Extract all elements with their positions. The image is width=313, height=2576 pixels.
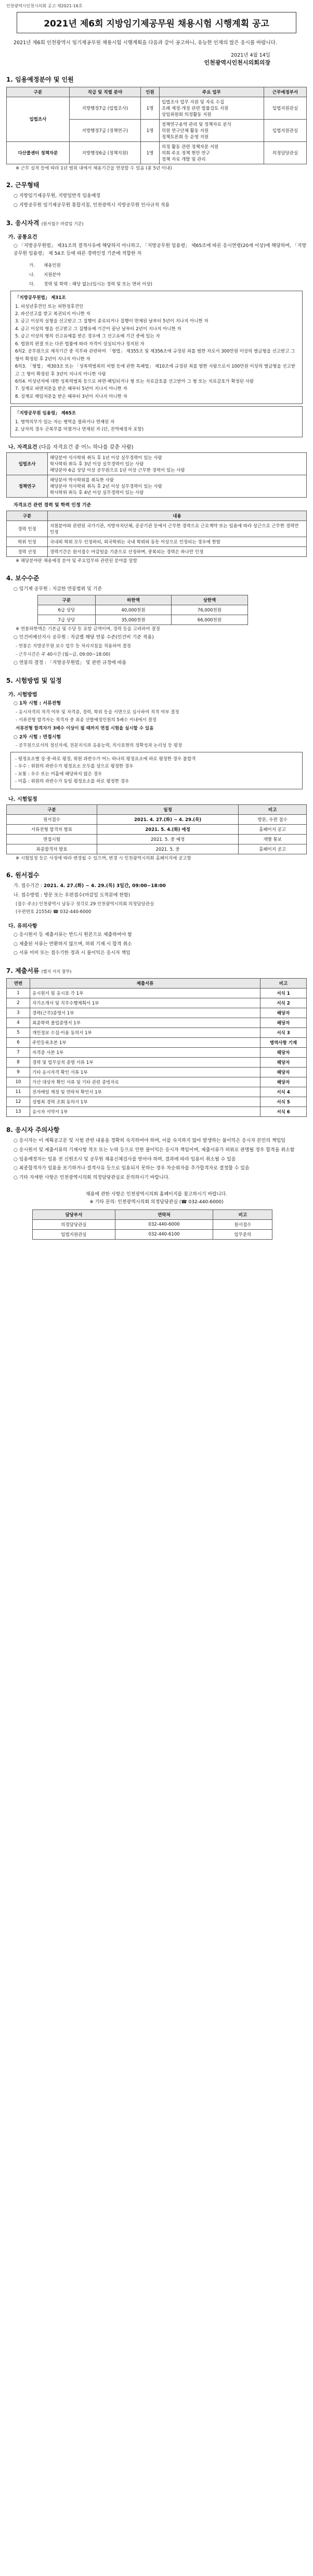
schedule-note: ※ 시험일정 등은 사정에 따라 변경될 수 있으며, 변경 시 인천광역시의회 홈페이지에 공고함 bbox=[16, 855, 191, 861]
table-row: 면접시험 2021. 5. 중 예정 개별 통보 bbox=[7, 834, 307, 844]
table-row: 3 경력(근무)증명서 1부 해당자 bbox=[7, 1008, 307, 1018]
section-7-title: 7. 제출서류 (별지 서식 참부) bbox=[6, 967, 72, 975]
col-duties: 주요 업무 bbox=[159, 87, 264, 97]
section-5-title: 5. 시험방법 및 일정 bbox=[6, 676, 62, 684]
apply-method: 나. 접수방법 : 방문 또는 우편접수(마감일 도착분에 한함) bbox=[14, 892, 131, 898]
section-8-title: 8. 응시자 주의사항 bbox=[6, 1126, 60, 1134]
section-1-title: 1. 임용예정분야 및 인원 bbox=[6, 75, 74, 83]
contact-table: 담당부서 연락처 비고 의정담당관실 032-440-6000 원서접수 입법지원관실 032-440-6100 업무문의 bbox=[32, 1209, 272, 1240]
table-row: 6 주민등록초본 1부 병역사항 기재 bbox=[7, 1038, 307, 1048]
pay-line: ○ 인건비예산지시 공무원 : 직급별 해당 연봉 수준(인건비 기준 적용) bbox=[14, 635, 154, 641]
table-row: 입법조사 지방행정7급 (입법조사) 1명 입법조사 업무 지원 및 자료 수집 조례 제정·개정 관련 법률검토 지원 상임위원회 의정활동 지원 입법지원관실 bbox=[7, 97, 307, 119]
table-row: 학위 인정 국내외 학위 모두 인정하되, 외국학위는 국내 학위와 동등 이상으로 인정되는 경우에 한함 bbox=[7, 537, 307, 547]
section-3-title: 3. 응시자격 (원서접수 마감일 기준) bbox=[6, 219, 84, 227]
apply-address-2: (우편번호 21554) ☎ 032-440-6000 bbox=[16, 909, 92, 915]
signoff: 채용에 관한 사항은 인천광역시의회 홈페이지를 참고하시기 바랍니다. ※ 기타 문의: 인천광역시의회 의정담당관실 (☎ 032-440-6000) bbox=[85, 1191, 228, 1205]
table-row: 서류전형 합격자 발표 2021. 5. 4.(화) 예정 홈페이지 공고 bbox=[7, 824, 307, 834]
table-row: 2 자기소개서 및 직무수행계획서 1부 서식 2 bbox=[7, 998, 307, 1008]
table-row: 7 자격증 사본 1부 해당자 bbox=[7, 1048, 307, 1058]
edu-criteria-note: ※ 해당분야란 채용예정 분야 및 주요업무와 관련된 분야를 말함 bbox=[16, 558, 138, 564]
pay-table: 구분 하한액 상한액 6급 상당 40,000천원 76,000천원 7급 상당 35,000천원 66,000천원 bbox=[37, 595, 248, 625]
common-req-title: 가. 공통요건 bbox=[8, 234, 37, 240]
col-count: 인원 bbox=[141, 87, 160, 97]
notice-signer: 인천광역시인천시의회의장 bbox=[204, 59, 270, 66]
military-box: 「지방공무원 임용령」 제65조 1. 병역의무가 있는 자는 병역을 필하거나 면제된 자 2. 남자의 경우 군복무를 마쳤거나 면제된 자 (단, 전역예정자 포함) bbox=[10, 406, 303, 437]
schedule-table: 구분 일정 비고 원서접수 2021. 4. 27.(화) ~ 4. 29.(목) 방문, 우편 접수 서류전형 합격자 발표 2021. 5. 4.(화) 예정 홈페이지 공고 면접시험 2021. 5. 중 예정 개별 통보 최종합격자 발표 2021. 5. 중 홈페이지 공고 bbox=[6, 804, 307, 854]
table-row: 12 성범죄 경력 조회 동의서 1부 서식 5 bbox=[7, 1097, 307, 1107]
table-row: 6급 상당 40,000천원 76,000천원 bbox=[38, 605, 248, 615]
page-title: 2021년 제6회 지방임기제공무원 채용시험 시행계획 공고 bbox=[17, 12, 296, 33]
pay-note: ※ 연봉하한액은 기본급 및 수당 등 포함 금액이며, 경력 등을 고려하여 결정 bbox=[16, 626, 160, 632]
stage1-title: ○ 1차 시험 : 서류전형 bbox=[14, 700, 61, 706]
common-req-text: ○ 「지방공무원법」 제31조의 결격사유에 해당하지 아니하고, 「지방공무원 임용령」 제65조에 따른 응시연령(20세 이상)에 해당하며, 「지방공무원 임용령」 제 54조 등에 따른 경력인정 기준에 적합한 자 bbox=[14, 243, 307, 257]
col-group: 구분 bbox=[7, 87, 70, 97]
definition-table: 가. 채용인원 나. 지원분야 다. 경력 및 학력 : 해당 없는(임시는 경력 및 또는 면허 이상) bbox=[29, 263, 152, 288]
work-type-line: ○ 지방임기제공무원, 지방일반직 임용예정 bbox=[14, 193, 101, 199]
stage2-title: ○ 2차 시험 : 면접시험 bbox=[14, 734, 61, 740]
work-type-line: ○ 지방공무원 임기제공무원 통합지침, 인천광역시 지방공무원 인사규칙 적용 bbox=[14, 202, 170, 208]
qualification-table bbox=[6, 452, 307, 498]
edu-criteria-title: 자격요건 관련 경력 및 학력 인정 기준 bbox=[14, 502, 92, 508]
table-row: 정책연구 해당분야 박사학위를 취득한 사람 해당분야 석사학위 취득 후 2년 이상 실무경력이 있는 사람 학사학위 취득 후 4년 이상 실무경력이 있는 사람 bbox=[7, 475, 307, 497]
documents-table: 연번 제출서류 비고 1 응시원서 및 응시표 각 1부 서식 1 2 자기소개서 및 직무수행계획서 1부 서식 2 3 경력(근무)증명서 1부 해당자 4 최종학력 졸업증명서 1부 해당자 5 개인정보 수집·이용 동의서 1부 서식 3 6 주민등록초본 1부 병역사항 기재 7 자격증 사본 1부 해당자 8 경력 및 업무실적 증명 서류 1부 해당자 9 기타 응시자격 확인 서류 1부 해당자 10 가산 대상자 확인 서류 및 기타 관련 증빙자료 해당자 11 전자메일 계정 및 연락처 확인서 1부 서식 4 12 성범죄 경력 조회 동의서 1부 서식 5 13 응시자 서약서 1부 서식 6 bbox=[6, 978, 307, 1117]
table-row: 다산콜센터 정책자문 지방행정6급 (정책지원) 1명 의정 활동 관련 정책자문 지원 의회 주요 정책 현안 연구 정책 자료 개발 및 관리 의정담당관실 bbox=[7, 141, 307, 164]
table-row: 8 경력 및 업무실적 증명 서류 1부 해당자 bbox=[7, 1058, 307, 1068]
table-row: 입법지원관실 032-440-6100 업무문의 bbox=[33, 1230, 272, 1240]
table-row: 4 최종학력 졸업증명서 1부 해당자 bbox=[7, 1018, 307, 1028]
table-row: 9 기타 응시자격 확인 서류 1부 해당자 bbox=[7, 1068, 307, 1077]
notice-number: 인천광역시인천시의회 공고 제2021-16호 bbox=[6, 4, 83, 8]
notice-date: 2021년 4월 14일 bbox=[231, 52, 270, 58]
section-6-title: 6. 원서접수 bbox=[6, 871, 40, 879]
table-row: 13 응시자 서약서 1부 서식 6 bbox=[7, 1107, 307, 1117]
table-row: 최종합격자 발표 2021. 5. 중 홈페이지 공고 bbox=[7, 844, 307, 854]
exam-schedule-title: 나. 시험일정 bbox=[8, 796, 37, 802]
apply-notes-title: 다. 유의사항 bbox=[8, 923, 37, 929]
table-row: 1 응시원서 및 응시표 각 1부 서식 1 bbox=[7, 988, 307, 998]
table-row: 11 전자메일 계정 및 연락처 확인서 1부 서식 4 bbox=[7, 1087, 307, 1097]
notice-page: 인천광역시인천시의회 공고 제2021-16호 2021년 제6회 지방임기제공무원 채용시험 시행계획 공고 2021년 제6회 인천광역시 임기제공무원 채용시험 시행계획을 다음과 같이 공고하니, 유능한 인재의 많은 응시를 바랍니다. 2021년 4월 14일 인천광역시인천시의회의장 1. 임용예정분야 및 인원 구분 직급 및 직렬 분야 인원 주요 업무 근무예정부서 입법조사 지방행정7급 (입법조사) 1명 입법조사 업무 지원 및 자료 수집 조례 제정·개정 관련 법률검토 지원 상임위원회 의정활동 지원 입법지원관실 지방행정7급 (정책연구) 1명 정책연구용역 관리 및 정책자료 분석 의원 연구단체 활동 지원 정책토론회 등 운영 지원 입법지원관실 다산콜센터 정책자문 지방행정6급 (정책지원) 1명 의정 활동 관련 정책자문 지원 의회 주요 정책 현안 연구 정책 자료 개발 및 관리 의정담당관실 ※ 근무 실적 등에 따라 1년 범위 내에서 채용기간을 연장할 수 있음 (총 5년 이내) 2. 근무형태 ○ 지방임기제공무원, 지방일반직 임용예정 ○ 지방공무원 임기제공무원 통합지침, 인천광역시 지방공무원 인사규칙 적용 3. 응시자격 (원서접수 마감일 기준) 가. 공통요건 ○ 「지방공무원법」 제31조의 결격사유에 해당하지 아니하고, 「지방공무원 임용령」 제65조에 따른 응시연령(20세 이상)에 해당하며, 「지방공무원 임용령」 제 54조 등에 따른 경력인정 기준에 적합한 자 가. 채용인원 나. 지원분야 다. 경력 및 학력 : 해당 없는(임시는 경력 및 또는 면허 이상) 「지방공무원법」 제31조 1. 피성년후견인 또는 피한정후견인 2. 파산선고를 받고 복권되지 아니한 자 3. 금고 이상의 실형을 선고받고 그 집행이 종료되거나 집행이 면제된 날부터 5년이 지나지 아니한 자 4. 금고 이상의 형을 선고받고 그 집행유예 기간이 끝난 날부터 2년이 지나지 아니한 자 5. 금고 이상의 형의 선고유예를 받은 경우에 그 선고유예 기간 중에 있는 자 6. 법원의 판결 또는 다른 법률에 따라 자격이 상실되거나 정지된 자 6의2. 공무원으로 재직기간 중 직무와 관련하여 「형법」 제355조 및 제356조에 규정된 죄를 범한 자로서 300만원 이상의 벌금형을 선고받고 그 형이 확정된 후 2년이 지나지 아니한 자 6의3. 「형법」 제303조 또는 「성폭력범죄의 처벌 등에 관한 특례법」 제10조에 규정된 죄를 범한 사람으로서 100만원 이상의 벌금형을 선고받고 그 형이 확정된 후 3년이 지나지 아니한 사람 6의4. 미성년자에 대한 성폭력범죄 등으로 파면·해임되거나 형 또는 치료감호를 선고받아 그 형 또는 치료감호가 확정된 사람 7. 징계로 파면처분을 받은 때부터 5년이 지나지 아니한 자 8. 징계로 해임처분을 받은 때부터 3년이 지나지 아니한 자 「지방공무원 임용령」 제65조 1. 병역의무가 있는 자는 병역을 필하거나 면제된 자 2. 남자의 경우 군복무를 마쳤거나 면제된 자 (단, 전역예정자 포함) 나. 자격요건 (다음 자격요건 중 어느 하나를 갖춘 사람) 입법조사 해당분야 석사학위 취득 후 1년 이상 실무경력이 있는 사람 학사학위 취득 후 3년 이상 실무경력이 있는 사람 해당분야 6급 상당 이상 공무원으로 1년 이상 근무한 경력이 있는 사람 정책연구 해당분야 박사학위를 취득한 사람 해당분야 석사학위 취득 후 2년 이상 실무경력이 있는 사람 학사학위 취득 후 4년 이상 실무경력이 있는 사람 자격요건 관련 경력 및 학력 인정 기준 구분 내용 경력 인정 지원분야와 관련된 국가기관, 지방자치단체, 공공기관 등에서 근무한 경력으로 근로계약 또는 임용에 따라 상근으로 근무한 경력만 인정 학위 인정 국내외 학위 모두 인정하되, 외국학위는 국내 학위와 동등 이상으로 인정되는 경우에 한함 경력 산정 경력기간은 원서접수 마감일을 기준으로 산정하며, 중복되는 경력은 하나만 인정 ※ 해당분야란 채용예정 분야 및 주요업무와 관련된 분야를 말함 4. 보수수준 ○ 임기제 공무원 : 지급한 연봉범위 및 기준 구분 하한액 상한액 6급 상당 40,000천원 76,000천원 7급 상당 35,000천원 66,000천원 ※ 연봉하한액은 기본급 및 수당 등 포함 금액이며, 경력 등을 고려하여 결정 ○ 인건비예산지시 공무원 : 직급별 해당 연봉 수준(인건비 기준 적용) - 연봉은 지방공무원 보수 업무 등 처리지침을 적용하여 결정 - 근무시간은 주 40시간 (월~금, 09:00~18:00) ○ 연봉의 결정 : 「지방공무원법」 및 관련 규정에 따름 5. 시험방법 및 일정 가. 시험방법 ○ 1차 시험 : 서류전형 - 응시자격의 적격 여부 및 자격증, 경력, 학위 등을 서면으로 심사하여 적격 여부 결정 - 서류전형 합격자는 적격자 중 최종 선발예정인원의 5배수 이내에서 결정 서류전형 합격자가 3배수 이상이 될 때까지 면접 시험을 실시할 수 있음 ○ 2차 시험 : 면접시험 - 공무원으로서의 정신자세, 전문지식과 응용능력, 의사표현의 정확성과 논리성 등 평정 - 평정요소별 상·중·하로 평정, 위원 과반수가 어느 하나의 평정요소에 하로 평정한 경우 불합격 - 우수 : 위원의 과반수가 평정요소 모두를 상으로 평정한 경우 - 보통 : 우수 또는 미흡에 해당하지 않은 경우 - 미흡 : 위원의 과반수가 동일 평정요소를 하로 평정한 경우 나. 시험일정 구분 일정 비고 원서접수 2021. 4. 27.(화) ~ 4. 29.(목) 방문, 우편 접수 서류전형 합격자 발표 2021. 5. 4.(화) 예정 홈페이지 공고 면접시험 2021. 5. 중 예정 개별 통보 최종합격자 발표 2021. 5. 중 홈페이지 공고 ※ 시험일정 등은 사정에 따라 변경될 수 있으며, 변경 시 인천광역시의회 홈페이지에 공고함 6. 원서접수 가. 접수기간 : 2021. 4. 27.(화) ~ 4. 29.(목) 3일간, 09:00~18:00 나. 접수방법 : 방문 또는 우편접수(마감일 도착분에 한함) (접수 주소) 인천광역시 남동구 정각로 29 인천광역시의회 의정담당관실 (우편번호 21554) ☎ 032-440-6000 다. 유의사항 ○ 응시원서 등 제출서류는 반드시 원본으로 제출하여야 함 ○ 제출된 서류는 반환하지 않으며, 허위 기재 시 합격 취소 ○ 서류 미비 또는 접수기한 경과 시 불이익은 응시자 책임 7. 제출서류 (별지 서식 참부) 연번 제출서류 비고 1 응시원서 및 응시표 각 1부 서식 1 2 자기소개서 및 직무수행계획서 1부 서식 2 3 경력(근무)증명서 1부 해당자 4 최종학력 졸업증명서 1부 해당자 5 개인정보 수집·이용 동의서 1부 서식 3 6 주민등록초본 1부 병역사항 기재 7 자격증 사본 1부 해당자 8 경력 및 업무실적 증명 서류 1부 해당자 9 기타 응시자격 확인 서류 1부 해당자 10 가산 대상자 확인 서류 및 기타 관련 증빙자료 해당자 11 전자메일 계정 및 연락처 확인서 1부 서식 4 12 성범죄 경력 조회 동의서 1부 서식 5 13 응시자 서약서 1부 서식 6 8. 응시자 주의사항 ○ 응시자는 이 계획공고문 및 시험 관련 내용을 정확히 숙지하여야 하며, 이를 숙지하지 않아 발생하는 불이익은 응시자 본인의 책임임 ○ 응시원서 및 제출서류의 기재사항 착오 또는 누락 등으로 인한 불이익은 응시자 책임이며, 제출서류가 허위로 판명될 경우 합격을 취소함 ○ 임용예정자는 임용 전 신원조사 및 공무원 채용신체검사를 받아야 하며, 결과에 따라 임용이 취소될 수 있음 ○ 최종합격자가 임용을 포기하거나 결격사유 등으로 임용되지 못하는 경우 차순위자를 추가합격자로 결정할 수 있음 ○ 기타 자세한 사항은 인천광역시의회 의정담당관실로 문의하시기 바랍니다. 채용에 관한 사항은 인천광역시의회 홈페이지를 참고하시기 바랍니다. ※ 기타 문의: 인천광역시의회 의정담당관실 (☎ 032-440-6000) 담당부서 연락처 비고 의정담당관실 032-440-6000 원서접수 입법지원관실 032-440-6100 업무문의 bbox=[0, 0, 313, 1255]
edu-criteria-table: 구분 내용 경력 인정 지원분야와 관련된 국가기관, 지방자치단체, 공공기관 등에서 근무한 경력으로 근로계약 또는 임용에 따라 상근으로 근무한 경력만 인정 학위 인정 국내외 학위 모두 인정하되, 외국학위는 국내 학위와 동등 이상으로 인정되는 경우에 한함 경력 산정 경력기간은 원서접수 마감일을 기준으로 산정하며, 중복되는 경력은 하나만 인정 bbox=[6, 511, 307, 557]
table-row: 지방행정7급 (정책연구) 1명 정책연구용역 관리 및 정책자료 분석 의원 연구단체 활동 지원 정책토론회 등 운영 지원 입법지원관실 bbox=[7, 119, 307, 141]
table-row: 원서접수 2021. 4. 27.(화) ~ 4. 29.(목) 방문, 우편 접수 bbox=[7, 814, 307, 824]
table-row: 경력 산정 경력기간은 원서접수 마감일을 기준으로 산정하며, 중복되는 경력은 하나만 인정 bbox=[7, 547, 307, 557]
table-row: 5 개인정보 수집·이용 동의서 1부 서식 3 bbox=[7, 1028, 307, 1038]
table-row: 의정담당관실 032-440-6000 원서접수 bbox=[33, 1220, 272, 1230]
col-field: 직급 및 직렬 분야 bbox=[69, 87, 140, 97]
qualification-title: 나. 자격요건 (다음 자격요건 중 어느 하나를 갖춘 사람) bbox=[8, 444, 134, 450]
apply-address: (접수 주소) 인천광역시 남동구 정각로 29 인천광역시의회 의정담당관실 bbox=[16, 901, 154, 907]
table-row: 경력 인정 지원분야와 관련된 국가기관, 지방자치단체, 공공기관 등에서 근무한 경력으로 근로계약 또는 임용에 따라 상근으로 근무한 경력만 인정 bbox=[7, 521, 307, 537]
positions-note: ※ 근무 실적 등에 따라 1년 범위 내에서 채용기간을 연장할 수 있음 (총 5년 이내) bbox=[16, 165, 172, 171]
apply-period: 가. 접수기간 : 2021. 4. 27.(화) ~ 4. 29.(목) 3일간, 09:00~18:00 bbox=[14, 883, 166, 889]
section-2-title: 2. 근무형태 bbox=[6, 181, 40, 189]
interview-criteria-box: - 평정요소별 상·중·하로 평정, 위원 과반수가 어느 하나의 평정요소에 하로 평정한 경우 불합격 - 우수 : 위원의 과반수가 평정요소 모두를 상으로 평정한 경우 - 보통 : 우수 또는 미흡에 해당하지 않은 경우 - 미흡 : 위원의 과반수가 동일 평정요소를 하로 평정한 경우 bbox=[10, 752, 303, 789]
table-row: 10 가산 대상자 확인 서류 및 기타 관련 증빙자료 해당자 bbox=[7, 1077, 307, 1087]
col-dept: 근무예정부서 bbox=[264, 87, 307, 97]
section-4-title: 4. 보수수준 bbox=[6, 574, 40, 582]
disqualification-box: 「지방공무원법」 제31조 1. 피성년후견인 또는 피한정후견인 2. 파산선고를 받고 복권되지 아니한 자 3. 금고 이상의 실형을 선고받고 그 집행이 종료되거나 집행이 면제된 날부터 5년이 지나지 아니한 자 4. 금고 이상의 형을 선고받고 그 집행유예 기간이 끝난 날부터 2년이 지나지 아니한 자 5. 금고 이상의 형의 선고유예를 받은 경우에 그 선고유예 기간 중에 있는 자 6. 법원의 판결 또는 다른 법률에 따라 자격이 상실되거나 정지된 자 6의2. 공무원으로 재직기간 중 직무와 관련하여 「형법」 제355조 및 제356조에 규정된 죄를 범한 자로서 300만원 이상의 벌금형을 선고받고 그 형이 확정된 후 2년이 지나지 아니한 자 6의3. 「형법」 제303조 또는 「성폭력범죄의 처벌 등에 관한 특례법」 제10조에 규정된 죄를 범한 사람으로서 100만원 이상의 벌금형을 선고받고 그 형이 확정된 후 3년이 지나지 아니한 사람 6의4. 미성년자에 대한 성폭력범죄 등으로 파면·해임되거나 형 또는 치료감호를 선고받아 그 형 또는 치료감호가 확정된 사람 7. 징계로 파면처분을 받은 때부터 5년이 지나지 아니한 자 8. 징계로 해임처분을 받은 때부터 3년이 지나지 아니한 자 bbox=[10, 291, 303, 404]
intro-text: 2021년 제6회 인천광역시 임기제공무원 채용시험 시행계획을 다음과 같이 공고하니, 유능한 인재의 많은 응시를 바랍니다. bbox=[14, 40, 277, 46]
pay-line: ○ 임기제 공무원 : 지급한 연봉범위 및 기준 bbox=[14, 586, 102, 592]
exam-method-title: 가. 시험방법 bbox=[8, 692, 37, 698]
table-row: 입법조사 해당분야 석사학위 취득 후 1년 이상 실무경력이 있는 사람 학사학위 취득 후 3년 이상 실무경력이 있는 사람 해당분야 6급 상당 이상 공무원으로 1년 이상 근무한 경력이 있는 사람 bbox=[7, 452, 307, 475]
table-row: 7급 상당 35,000천원 66,000천원 bbox=[38, 615, 248, 625]
positions-table bbox=[6, 87, 307, 164]
